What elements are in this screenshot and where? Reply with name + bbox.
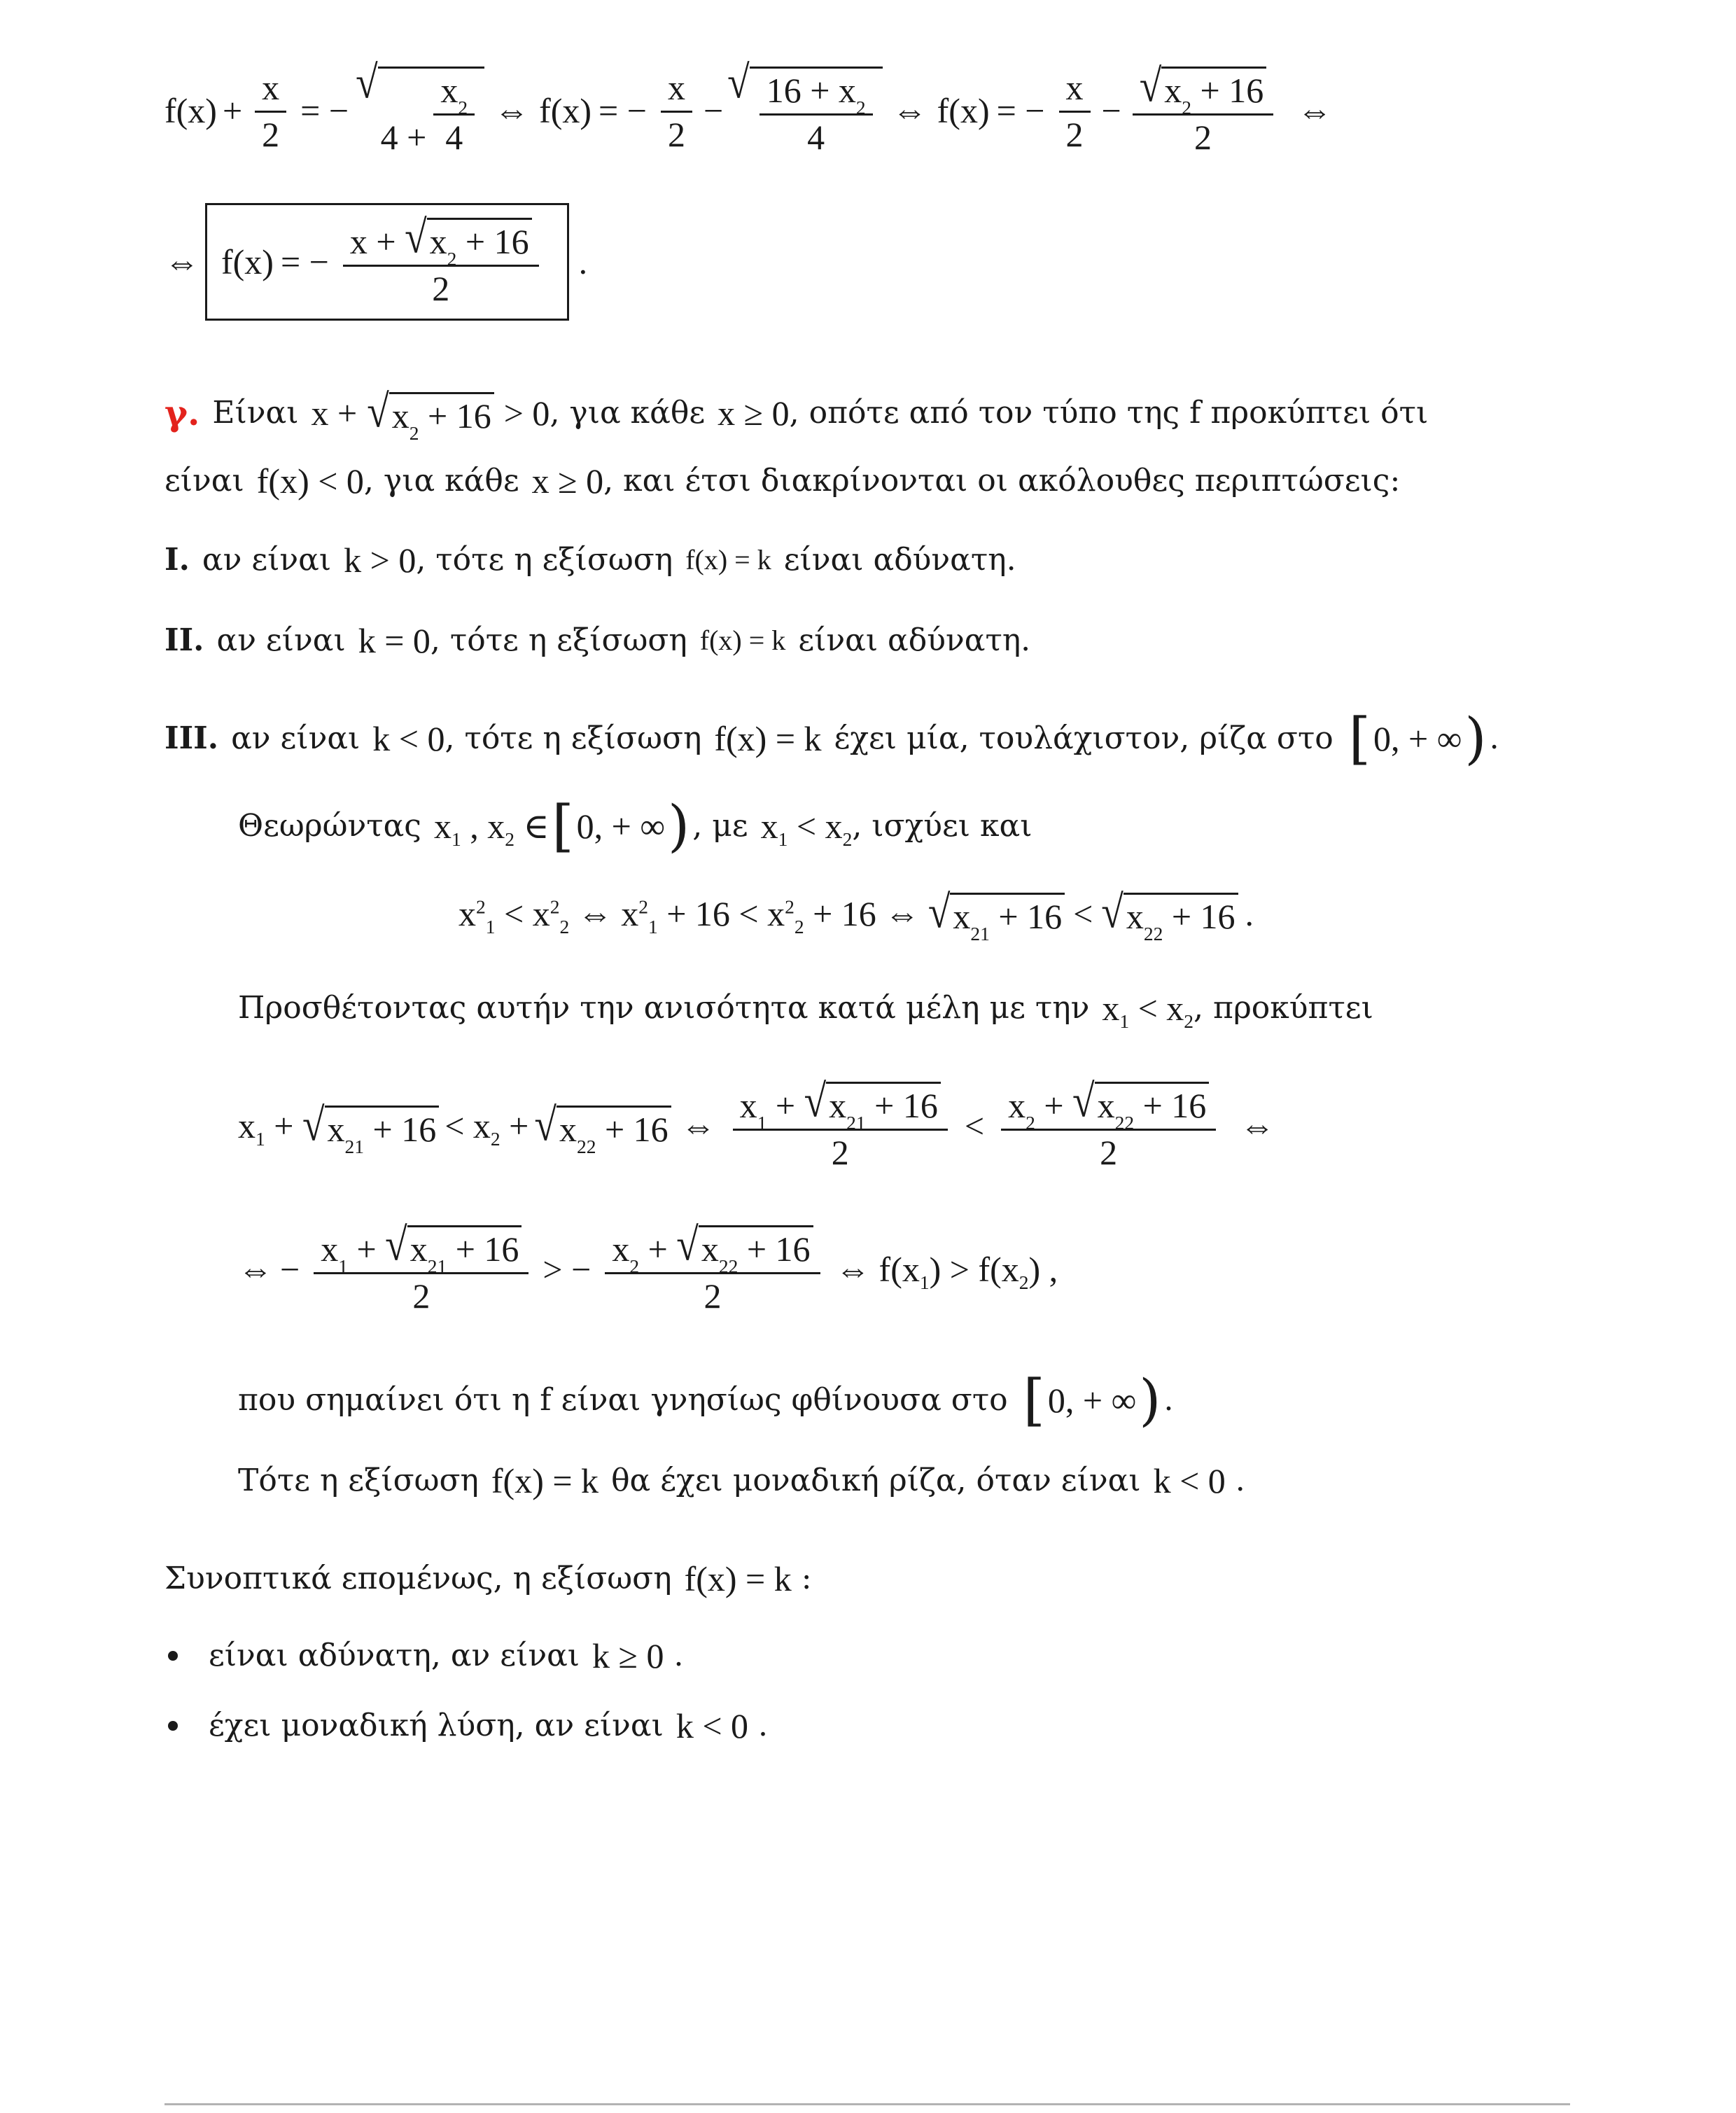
bullet-icon <box>168 1651 178 1661</box>
consider-line: Θεωρώντας $x_1$ , $x_2$ ∈ [ 0, + ∞ ) , με $x_1 < x_2$ , ισχύει και <box>238 793 1032 858</box>
case-1: Ι. αν είναι k > 0 , τότε η εξίσωση f(x) = k είναι αδύνατη. <box>164 541 1016 580</box>
equation-line-1: f(x) + $\frac{x}{2}$ = − √ 4 + x 2 4 ⇔ f(x) = − $\frac{x}{2}$ − √ 16 + x 2 4 ⇔ f(x) = − $\frac{x}{2}$ − √ x 2 + 16 2 ⇔ <box>164 57 1333 157</box>
case-3: ΙΙΙ. αν είναι k < 0 , τότε η εξίσωση f(x) = k έχει μία, τουλάχιστον, ρίζα στο [ 0, + ∞ ) . <box>164 706 1499 771</box>
square-root: √ 4 + x 2 4 <box>356 67 484 155</box>
case-2: ΙΙ. αν είναι k = 0 , τότε η εξίσωση f(x) = k είναι αδύνατη. <box>164 621 1031 660</box>
footer-divider <box>164 2103 1570 2105</box>
summary-line: Συνοπτικά επομένως, η εξίσωση f(x) = k : <box>164 1559 812 1598</box>
section-label: γ. <box>164 391 200 433</box>
fraction: $\frac{x}{2}$ <box>255 70 286 152</box>
fraction-inequality-1: $x_1$ + √ x 2 1 + 16 < $x_2$ + √ x 2 2 + 16 ⇔ x 1 + √ x 2 1 + 16 2 < x 2 + √ x 2 2 + 16 2 ⇔ <box>238 1076 1275 1172</box>
inequality-chain: $x^2_1 < x^2_2$ ⇔ $x^2_1 + 16 < x^2_2 + 16$ ⇔ √ x 2 1 + 16 < √ x 2 2 + 16 . <box>458 887 1254 944</box>
bullet-icon <box>168 1721 178 1731</box>
fraction-inequality-2: ⇔ − x 1 + √ x 2 1 + 16 2 > − x 2 + √ x 2 2 + 16 2 ⇔ $f(x_1) > f(x_2)$ , <box>238 1220 1058 1316</box>
adding-line: Προσθέτοντας αυτήν την ανισότητα κατά μέλη με την $x_1 < x_2$ , προκύπτει <box>238 989 1373 1032</box>
result-box: f(x) = − x + √ x 2 + 16 2 <box>205 203 569 321</box>
gamma-line-1: γ. Είναι x + √ x 2 + 16 > 0 , για κάθε x ≥ 0 , οπότε από τον τύπο της f προκύπτει ότι <box>164 386 1429 444</box>
boxed-result: ⇔ f(x) = − x + √ x 2 + 16 2 . <box>164 203 587 321</box>
bullet-2: έχει μοναδική λύση, αν είναι k < 0 . <box>168 1708 768 1743</box>
gamma-line-2: είναι f(x) < 0 , για κάθε x ≥ 0 , και έτσι διακρίνονται οι ακόλουθες περιπτώσεις: <box>164 461 1401 501</box>
square-root: √ 16 + x 2 4 <box>727 67 883 155</box>
then-line: Τότε η εξίσωση f(x) = k θα έχει μοναδική ρίζα, όταν είναι k < 0 . <box>238 1461 1245 1500</box>
bullet-1: είναι αδύνατη, αν είναι k ≥ 0 . <box>168 1638 684 1673</box>
means-line: που σημαίνει ότι η f είναι γνησίως φθίνουσα στο [ 0, + ∞ ) . <box>238 1367 1174 1432</box>
